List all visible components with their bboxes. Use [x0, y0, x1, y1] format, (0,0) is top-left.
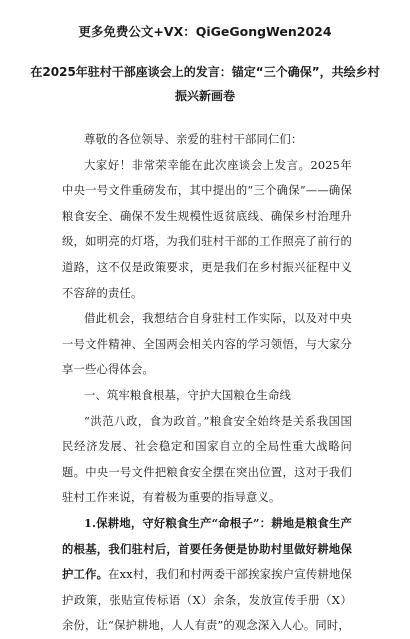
document-body	[62, 127, 352, 639]
document-title: 在2025年驻村干部座谈会上的发言：锚定“三个确保”，共绘乡村振兴新画卷	[30, 65, 380, 103]
greeting: 尊敬的各位领导、亲爱的驻村干部同仁们：	[84, 133, 303, 146]
section-heading-1: 一、筑牢粮食根基，守护大国粮仓生命线	[84, 388, 291, 402]
paragraph-intro: 借此机会，我想结合自身驻村工作实际，以及对中央一号文件精神、全国两会相关内容的学习领悟，与大家分享一些心得体会。	[62, 312, 352, 377]
point-1-text: 在xx村，我们和村两委干部挨家挨户宣传耕地保护政策，张贴宣传标语（X）余条，发放宣传手册（X）余份，让“保护耕地，人人有责”的观念深入人心。同时，	[62, 568, 352, 633]
point-1	[62, 511, 352, 639]
page-header: 更多免费公文+VX：QiGeGongWen2024	[78, 24, 332, 39]
paragraph-food-security: “洪范八政，食为政首。”粮食安全始终是关系我国国民经济发展、社会稳定和国家自立的全局性重大战略问题。中央一号文件把粮食安全摆在突出位置，这对于我们驻村工作来说，有着极为重要的指导意义。	[62, 414, 352, 505]
paragraph-opening: 大家好！非常荣幸能在此次座谈会上发言。2025年中央一号文件重磅发布，其中提出的“三个确保”——确保粮食安全、确保不发生规模性返贫底线、确保乡村治理升级，如明亮的灯塔，为我们驻村干部的工作照亮了前行的道路，这不仅是政策要求，更是我们在乡村振兴征程中义不容辞的责任。	[62, 158, 352, 300]
point-1-lead: 1.保耕地，守好粮食生产“命根子”：耕地是粮食生产的根基，我们驻村后，首要任务便是协助村里做好耕地保护工作。	[62, 515, 352, 582]
